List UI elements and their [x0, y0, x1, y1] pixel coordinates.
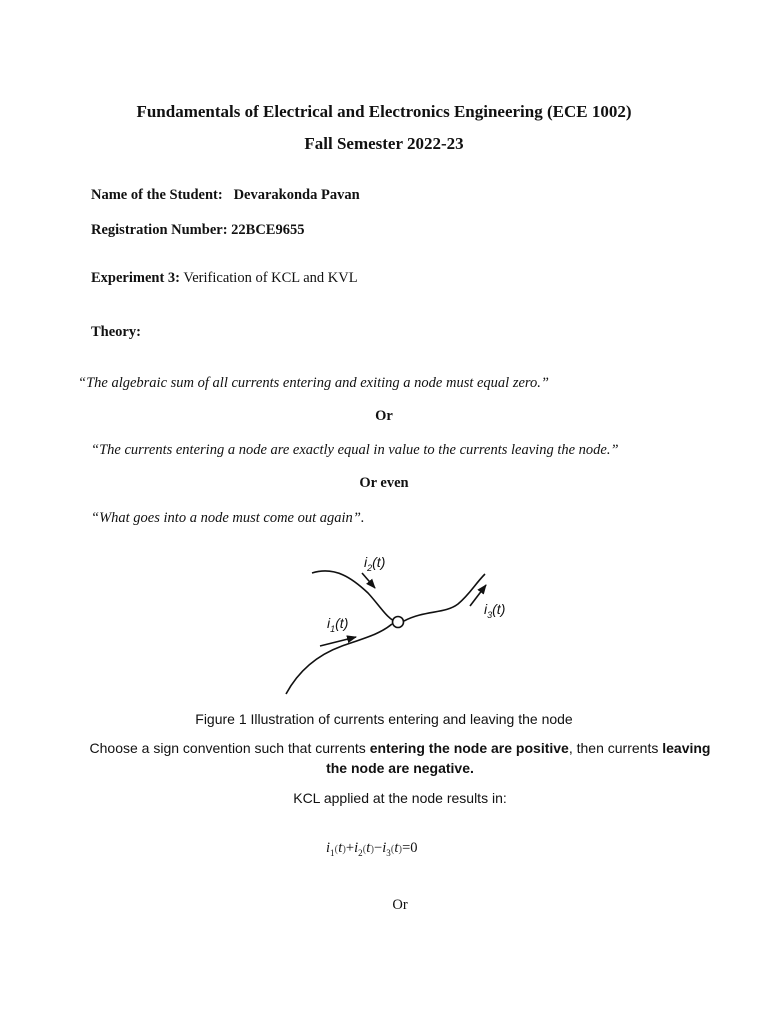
student-name-line — [91, 186, 360, 204]
quote-2-text: The currents entering a node are exactly equal in value to the currents leaving the node — [99, 442, 607, 458]
sign-convention-text-1: Choose a sign convention such that currents — [89, 740, 370, 756]
wire-i2 — [312, 571, 397, 622]
wire-i1 — [286, 624, 392, 694]
theory-heading-text: Theory: — [91, 324, 141, 340]
quote-1: “The algebraic sum of all currents entering and exiting a node must equal zero.” — [78, 375, 549, 391]
label-i1: $i_1(t)$ — [327, 615, 349, 634]
theory-heading — [91, 323, 141, 341]
registration-line — [91, 221, 304, 239]
sign-convention-bold-1: entering the node are positive — [369, 740, 569, 756]
quote-1-text: The algebraic sum of all currents entering and exiting a node must equal zero — [86, 375, 538, 391]
label-i2: $i_2(t)$ — [364, 554, 386, 573]
semester-title: Fall Semester 2022-23 — [304, 134, 464, 153]
document-title: Fundamentals of Electrical and Electronics Engineering (ECE 1002) — [136, 102, 632, 121]
kcl-node-figure — [280, 548, 520, 698]
sign-convention-bold-2: leaving the node are negative. — [326, 740, 711, 776]
student-name-label: Name of the Student: — [91, 187, 223, 203]
sign-convention-paragraph — [80, 738, 720, 778]
arrow-i1 — [320, 637, 356, 646]
sign-convention-text-2: , then currents — [568, 740, 663, 756]
registration-label: Registration Number: — [91, 222, 228, 238]
kcl-intro: KCL applied at the node results in: — [293, 790, 507, 806]
or-separator-1: Or — [375, 408, 393, 424]
quote-3: “What goes into a node must come out again”. — [91, 510, 365, 526]
arrow-i2 — [362, 573, 375, 588]
node-circle — [393, 617, 404, 628]
or-separator-3: Or — [392, 897, 408, 913]
kcl-equation: $i_1(t)+i_2(t)-i_3(t)=0$ — [326, 840, 418, 858]
label-i3: $i_3(t)$ — [484, 601, 506, 620]
figure-caption: Figure 1 Illustration of currents entering and leaving the node — [195, 711, 573, 727]
kcl-node-diagram — [280, 548, 520, 698]
student-name-value: Devarakonda Pavan — [233, 187, 360, 203]
or-separator-2: Or even — [359, 475, 409, 491]
quote-3-text: What goes into a node must come out again — [99, 510, 353, 526]
quote-2: “The currents entering a node are exactly equal in value to the currents leaving the node.” — [91, 442, 619, 458]
experiment-title: Verification of KCL and KVL — [183, 270, 358, 286]
registration-value: 22BCE9655 — [231, 222, 305, 238]
wire-i3 — [404, 574, 485, 621]
experiment-label: Experiment 3: — [91, 270, 180, 286]
experiment-line — [91, 269, 358, 287]
